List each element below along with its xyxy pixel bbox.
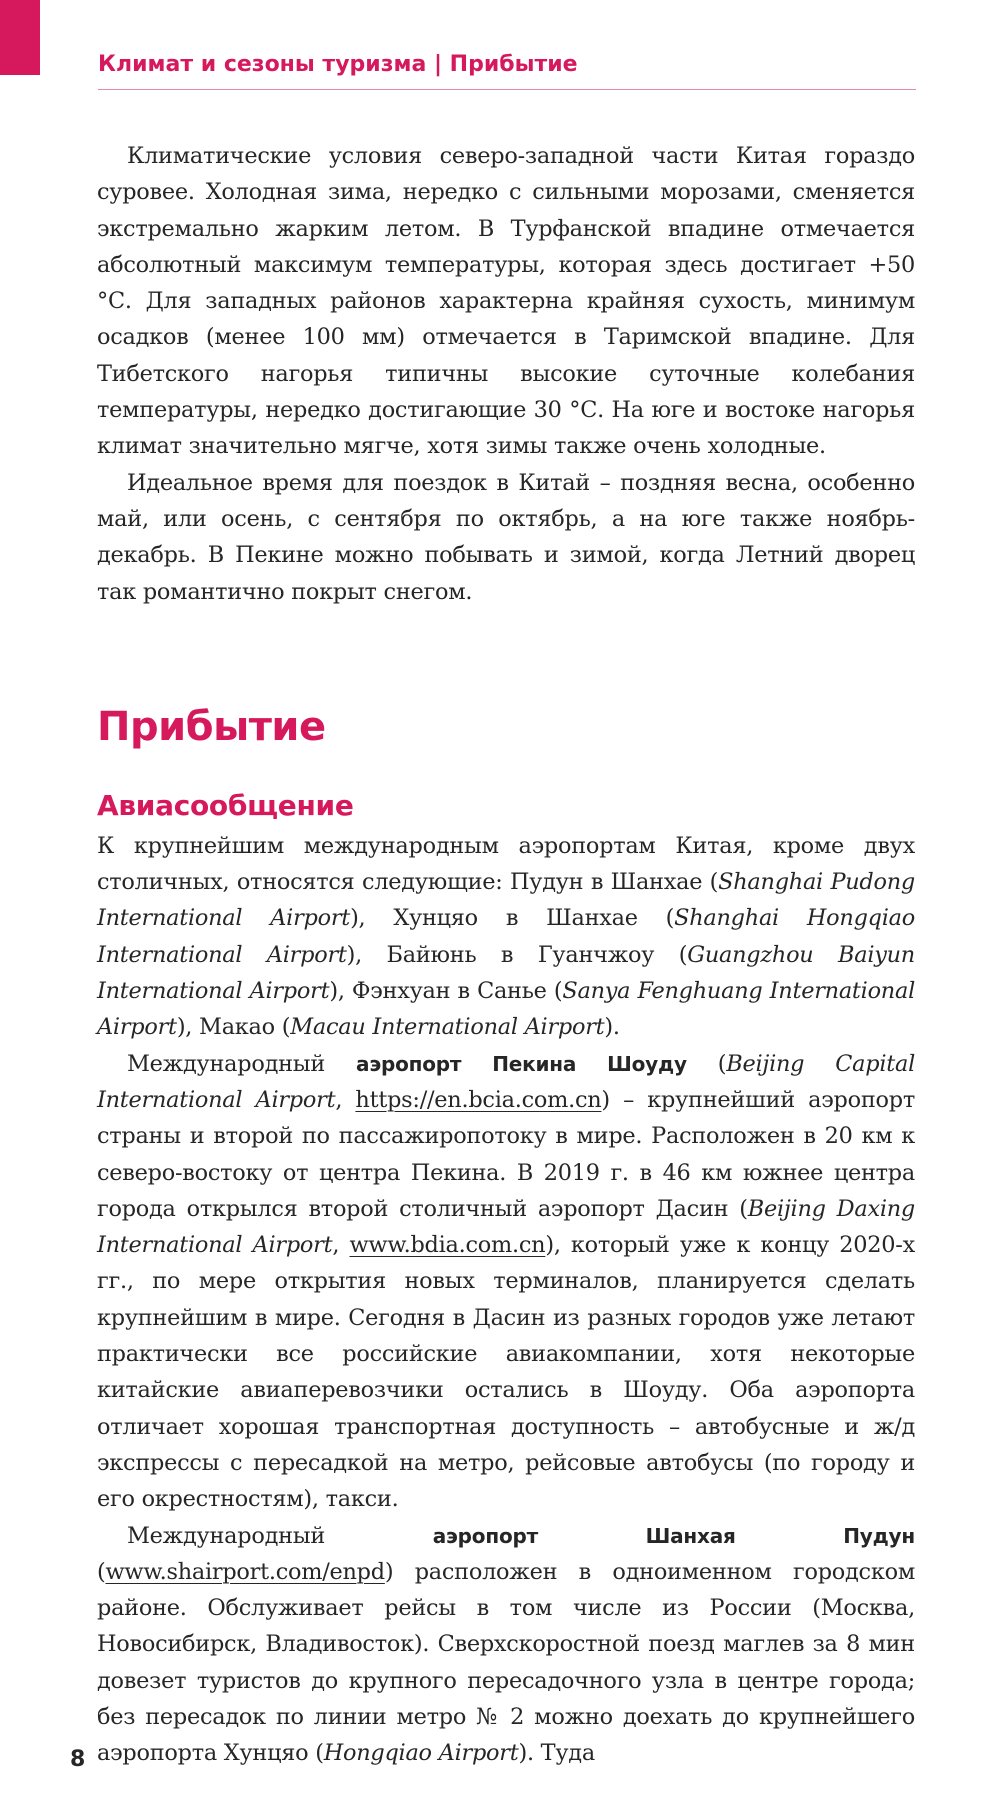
running-head: Климат и сезоны туризма | Прибытие bbox=[98, 52, 578, 77]
text-run: Международный bbox=[127, 1522, 433, 1549]
climate-paragraph-2: Идеальное время для поездок в Китай – поздняя весна, особенно май, или осень, с сентября по октябрь, а на юге также ноябрь-декабрь. В Пекине можно побывать и зимой, когда Летний дворец так романтично покрыт снегом. bbox=[97, 469, 915, 605]
header-rule bbox=[98, 89, 916, 90]
airport-name-fenghuang: Sanya Fenghuang International Airport bbox=[97, 978, 915, 1041]
text-run: ), Байюнь в Гуанчжоу ( bbox=[346, 941, 688, 968]
section-title-arrival: Прибытие bbox=[97, 703, 326, 750]
text-run: ( bbox=[97, 1558, 106, 1585]
text-run: К крупнейшим международным аэропортам Китая, кроме двух столичных, относятся следующие: Пудун в Шанхае ( bbox=[97, 832, 915, 896]
airports-paragraph bbox=[97, 828, 915, 1046]
text-run: ), Хунцяо в Шанхае ( bbox=[350, 905, 675, 932]
link-shairport[interactable]: www.shairport.com/enpd bbox=[105, 1558, 385, 1585]
text-run: ) – крупнейший аэропорт страны и второй по пассажиропотоку в мире. Расположен в 20 км к северо-востоку от центра Пекина. В 2019 г. в 46 км южнее центра города открылся второй столичный аэропорт Дасин ( bbox=[97, 1086, 915, 1222]
text-run: ), который уже к концу 2020-х гг., по мере открытия новых терминалов, планируется сделать крупнейшим в мире. Сегодня в Дасин из разных городов уже летают практически все российские авиакомпании, хотя некоторые китайские авиаперевозчики остались в Шоуду. Оба аэропорта отличает хорошая транспортная доступность – автобусные и ж/д экспрессы с пересадкой на метро, рейсовые автобусы (по городу и его окрестностям), такси. bbox=[97, 1232, 915, 1513]
subsection-title-air-travel: Авиасообщение bbox=[97, 788, 354, 822]
bold-term-beijing-airport: аэропорт Пекина Шоуду bbox=[356, 1051, 687, 1076]
shanghai-airport-paragraph bbox=[97, 1518, 915, 1772]
corner-color-tab bbox=[0, 0, 40, 75]
text-run: ), Макао ( bbox=[176, 1014, 291, 1041]
page-content bbox=[97, 138, 915, 1772]
airport-name-beijing-daxing: Beijing Daxing International Airport bbox=[97, 1195, 915, 1259]
airport-name-beijing-capital: Beijing Capital International Airport bbox=[97, 1050, 915, 1113]
text-run: Международный bbox=[127, 1050, 357, 1077]
bold-term-shanghai-airport: аэропорт Шанхая Пудун bbox=[432, 1523, 915, 1548]
page-number: 8 bbox=[70, 1747, 86, 1772]
text-run: ( bbox=[686, 1050, 727, 1077]
airport-name-hongqiao: Shanghai Hongqiao International Airport bbox=[97, 905, 915, 968]
text-run: , bbox=[335, 1086, 356, 1113]
text-run: ). bbox=[604, 1014, 620, 1041]
link-bdia[interactable]: www.bdia.com.cn bbox=[349, 1232, 546, 1259]
airport-name-macau: Macau International Airport bbox=[290, 1014, 605, 1041]
text-run: , bbox=[332, 1232, 350, 1259]
link-bcia[interactable]: https://en.bcia.com.cn bbox=[355, 1086, 602, 1113]
text-run: ) расположен в одноименном городском районе. Обслуживает рейсы в том числе из России (Москва, Новосибирск, Владивосток). Сверхскоростной поезд маглев за 8 мин довезет туристов до крупного пересадочного узла в центре города; без пересадок по линии метро № 2 можно доехать до крупнейшего аэропорта Хунцяо ( bbox=[97, 1558, 915, 1767]
airport-name-pudong: Shanghai Pudong International Airport bbox=[97, 869, 915, 932]
beijing-airport-paragraph bbox=[97, 1046, 915, 1518]
text-run: ). Туда bbox=[518, 1740, 595, 1767]
climate-paragraph-1: Климатические условия северо-западной части Китая гораздо суровее. Холодная зима, нередко с сильными морозами, сменяется экстремально жарким летом. В Турфанской впадине отмечается абсолютный максимум температуры, которая здесь достигает +50 °С. Для западных районов характерна крайняя сухость, минимум осадков (менее 100 мм) отмечается в Таримской впадине. Для Тибетского нагорья типичны высокие суточные колебания температуры, нередко достигающие 30 °С. На юге и востоке нагорья климат значительно мягче, хотя зимы также очень холодные. bbox=[97, 143, 915, 460]
airport-name-baiyun: Guangzhou Baiyun International Airport bbox=[97, 941, 915, 1005]
airport-name-hongqiao-short: Hongqiao Airport bbox=[323, 1740, 519, 1767]
text-run: ), Фэнхуан в Санье ( bbox=[329, 978, 563, 1005]
